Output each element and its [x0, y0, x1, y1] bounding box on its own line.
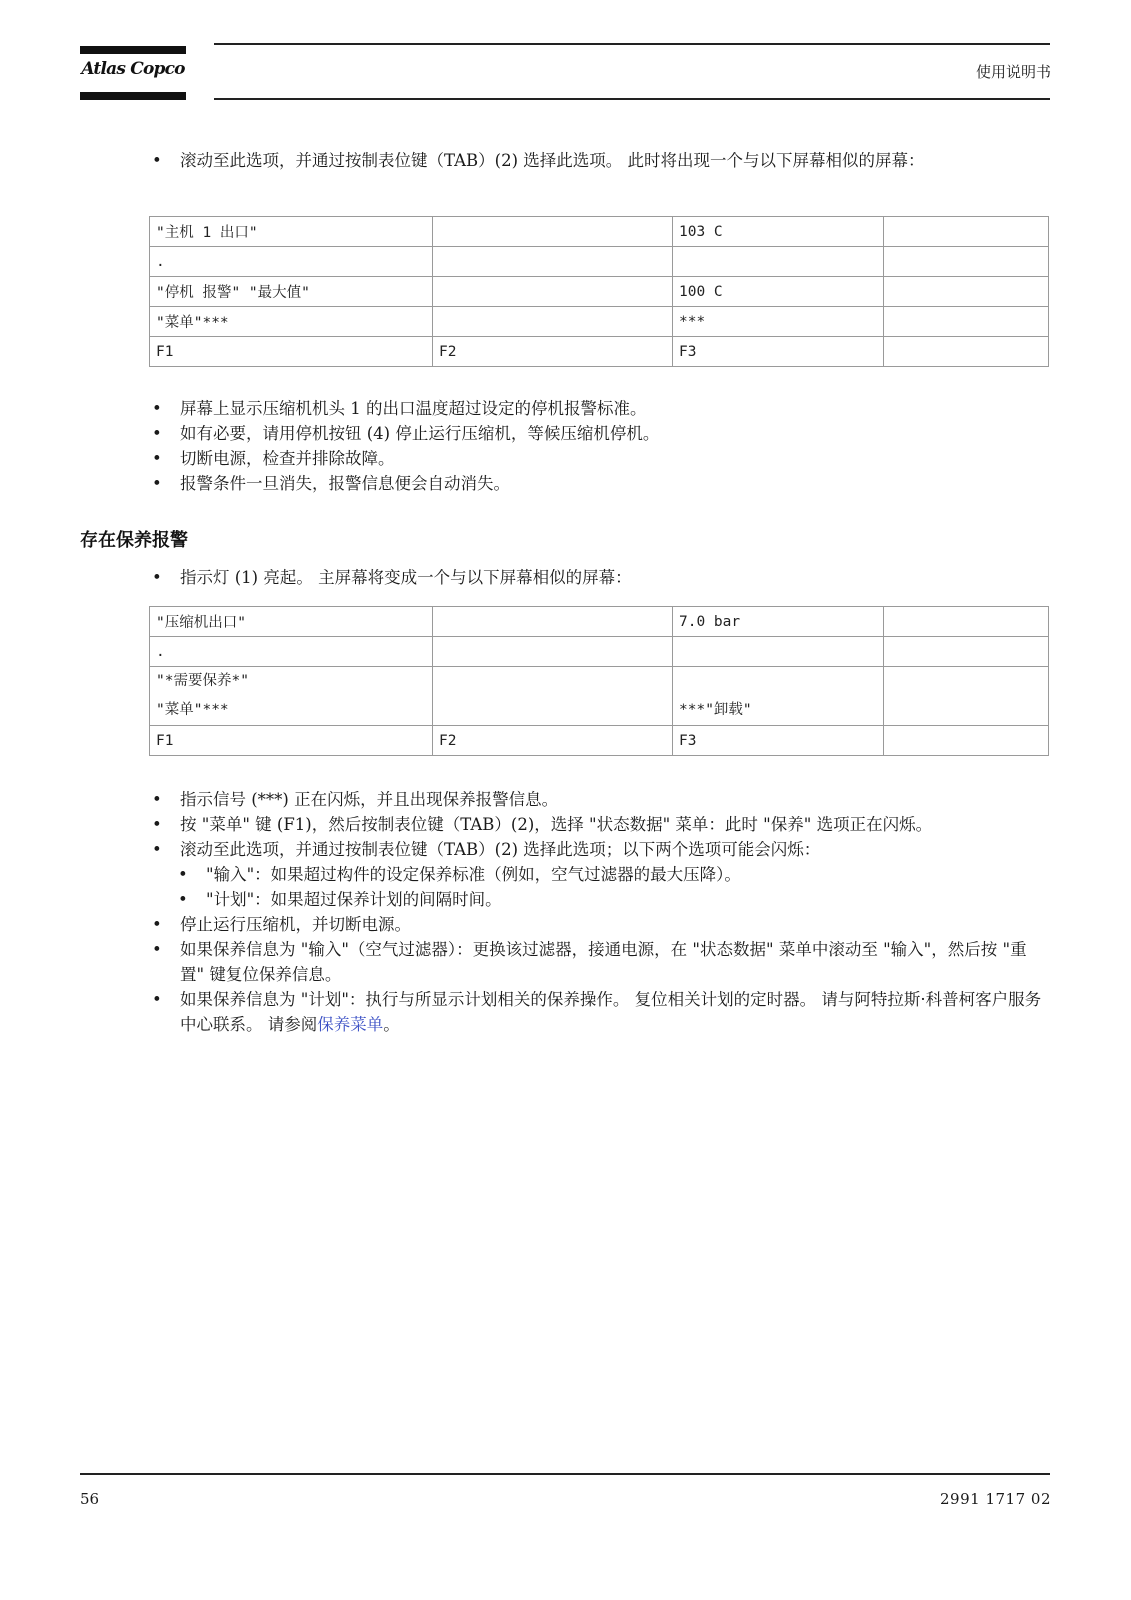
logo-text: Atlas Copco — [81, 59, 185, 79]
bullet-icon: • — [152, 990, 162, 1009]
list-item: • 切断电源，检查并排除故障。 — [80, 446, 1050, 471]
table-cell: . — [150, 637, 433, 667]
table-cell: "菜单"*** — [150, 307, 433, 337]
table-cell — [673, 667, 884, 726]
table-row — [150, 607, 1049, 637]
header-rule-top — [214, 43, 1050, 45]
function-key-f1: F1 — [150, 726, 433, 756]
table-cell: 103 C — [673, 217, 884, 247]
function-key-f2: F2 — [433, 726, 673, 756]
section-heading: 存在保养报警 — [80, 530, 188, 551]
table-cell — [673, 247, 884, 277]
table-cell — [884, 277, 1049, 307]
bullet-icon: • — [152, 474, 162, 493]
list-item: • 停止运行压缩机，并切断电源。 — [80, 912, 1050, 937]
table-cell: 100 C — [673, 277, 884, 307]
bullet-icon: • — [152, 399, 162, 418]
bullet-icon: • — [152, 151, 162, 170]
table-cell — [673, 637, 884, 667]
table-row — [150, 337, 1049, 367]
controller-screen-1 — [149, 216, 1049, 367]
table-cell — [433, 607, 673, 637]
table-cell — [433, 307, 673, 337]
intro-section — [80, 148, 1050, 173]
list-item: • 如有必要，请用停机按钮 (4) 停止运行压缩机，等候压缩机停机。 — [80, 421, 1050, 446]
bullet-icon: • — [152, 840, 162, 859]
menu-text: "菜单"*** — [156, 702, 229, 718]
bullet-icon: • — [152, 915, 162, 934]
table-cell — [150, 667, 433, 726]
unload-status: ***"卸载" — [679, 702, 752, 718]
table-cell — [884, 247, 1049, 277]
document-number: 2991 1717 02 — [940, 1490, 1051, 1508]
table-cell — [884, 726, 1049, 756]
table-cell: "压缩机出口" — [150, 607, 433, 637]
table-cell — [433, 217, 673, 247]
sub-list-item: • "计划"：如果超过保养计划的间隔时间。 — [80, 887, 1050, 912]
list-item: • 滚动至此选项，并通过按制表位键（TAB）(2) 选择此选项。 此时将出现一个与以下屏幕相似的屏幕： — [80, 148, 1050, 173]
table-cell: "停机 报警" "最大值" — [150, 277, 433, 307]
function-key-f1: F1 — [150, 337, 433, 367]
function-key-f2: F2 — [433, 337, 673, 367]
service-steps — [80, 787, 1050, 1037]
bullet-icon: • — [152, 790, 162, 809]
table-cell: "主机 1 出口" — [150, 217, 433, 247]
table-cell — [433, 637, 673, 667]
table-row — [150, 726, 1049, 756]
logo-bar-bottom — [80, 92, 186, 100]
table-row — [150, 667, 1049, 726]
footer-rule — [80, 1473, 1050, 1475]
alarm-steps — [80, 396, 1050, 496]
table-cell — [884, 337, 1049, 367]
bullet-icon: • — [152, 940, 162, 959]
list-item: • 如果保养信息为 "计划"：执行与所显示计划相关的保养操作。 复位相关计划的定时器。 请与阿特拉斯·科普柯客户服务中心联系。 请参阅保养菜单。 — [80, 987, 1050, 1037]
table-cell — [884, 217, 1049, 247]
list-item: • 屏幕上显示压缩机机头 1 的出口温度超过设定的停机报警标准。 — [80, 396, 1050, 421]
table-row — [150, 217, 1049, 247]
table-cell: 7.0 bar — [673, 607, 884, 637]
bullet-icon: • — [178, 865, 188, 884]
service-required-text: "*需要保养*" — [156, 673, 249, 689]
atlas-copco-logo — [80, 46, 186, 100]
table-cell: . — [150, 247, 433, 277]
list-item: • 按 "菜单" 键 (F1)，然后按制表位键（TAB）(2)，选择 "状态数据" 菜单：此时 "保养" 选项正在闪烁。 — [80, 812, 1050, 837]
service-intro — [80, 565, 1050, 590]
function-key-f3: F3 — [673, 726, 884, 756]
table-row — [150, 247, 1049, 277]
header-rule-bottom — [214, 98, 1050, 100]
table-cell — [433, 247, 673, 277]
list-item: • 如果保养信息为 "输入"（空气过滤器）：更换该过滤器，接通电源，在 "状态数据" 菜单中滚动至 "输入"，然后按 "重置" 键复位保养信息。 — [80, 937, 1050, 987]
sub-list-item: • "输入"：如果超过构件的设定保养标准（例如，空气过滤器的最大压降）。 — [80, 862, 1050, 887]
controller-screen-2 — [149, 606, 1049, 756]
table-row — [150, 307, 1049, 337]
list-item: • 指示信号 (***) 正在闪烁，并且出现保养报警信息。 — [80, 787, 1050, 812]
table-cell: *** — [673, 307, 884, 337]
table-cell — [884, 667, 1049, 726]
list-item: • 指示灯 (1) 亮起。 主屏幕将变成一个与以下屏幕相似的屏幕： — [80, 565, 1050, 590]
table-cell — [884, 637, 1049, 667]
bullet-icon: • — [178, 890, 188, 909]
bullet-icon: • — [152, 424, 162, 443]
list-item: • 滚动至此选项，并通过按制表位键（TAB）(2) 选择此选项；以下两个选项可能会闪烁： — [80, 837, 1050, 862]
table-cell — [433, 667, 673, 726]
logo-bar-top — [80, 46, 186, 54]
service-menu-link[interactable]: 保养菜单 — [317, 1015, 384, 1034]
page-number: 56 — [80, 1490, 100, 1508]
bullet-icon: • — [152, 815, 162, 834]
table-cell — [884, 307, 1049, 337]
list-item: • 报警条件一旦消失，报警信息便会自动消失。 — [80, 471, 1050, 496]
table-cell — [884, 607, 1049, 637]
table-row — [150, 637, 1049, 667]
bullet-icon: • — [152, 568, 162, 587]
table-row — [150, 277, 1049, 307]
function-key-f3: F3 — [673, 337, 884, 367]
document-title: 使用说明书 — [975, 63, 1051, 81]
table-cell — [433, 277, 673, 307]
bullet-icon: • — [152, 449, 162, 468]
